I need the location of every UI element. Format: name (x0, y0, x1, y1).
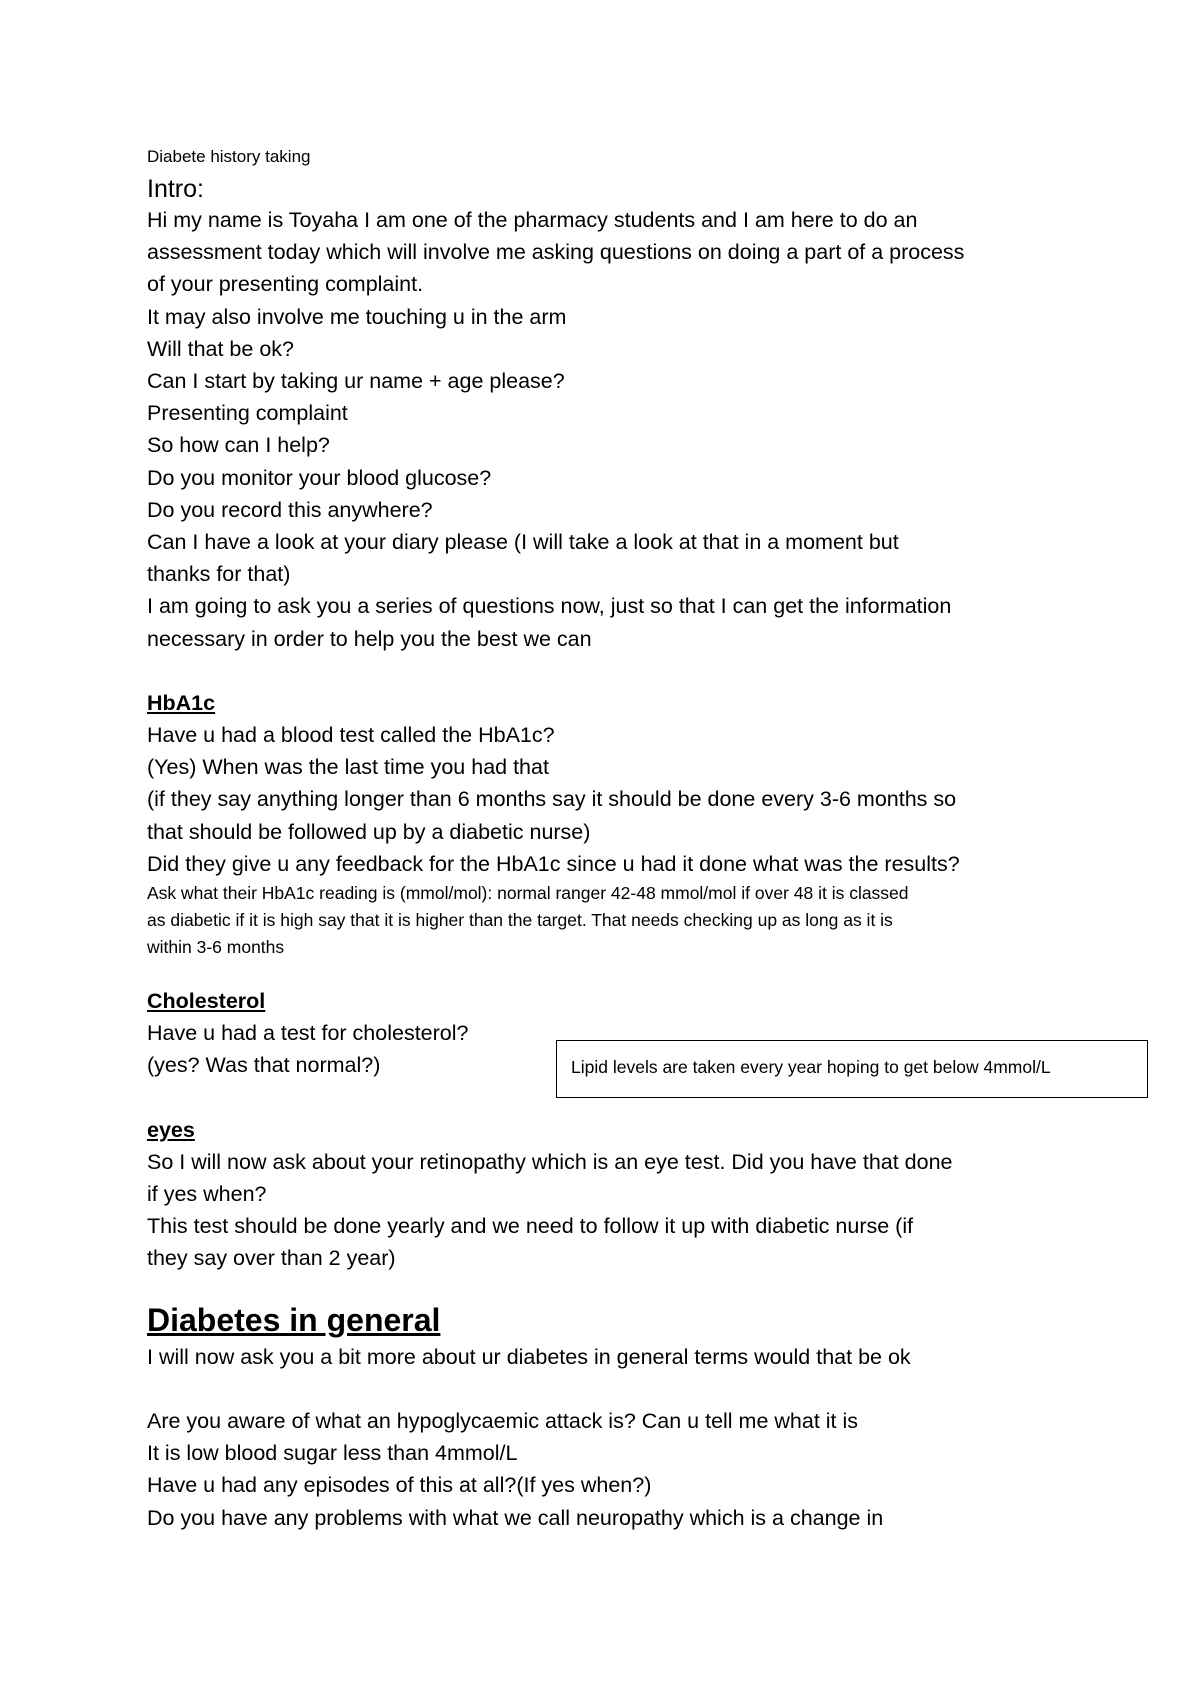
hba1c-line: Did they give u any feedback for the HbA1c since u had it done what was the results? (147, 851, 960, 876)
hba1c-section (147, 687, 1077, 961)
document-page (147, 146, 1077, 1534)
intro-line: thanks for that) (147, 562, 291, 587)
eyes-heading: eyes (147, 1117, 195, 1142)
general-section (147, 1299, 1077, 1534)
intro-line: Can I start by taking ur name + age please? (147, 369, 565, 394)
general-heading: Diabetes in general (147, 1301, 441, 1338)
hba1c-line: (Yes) When was the last time you had that (147, 755, 549, 780)
lipid-note-box: Lipid levels are taken every year hoping to get below 4mmol/L (556, 1040, 1148, 1098)
intro-line: I am going to ask you a series of questions now, just so that I can get the information (147, 594, 952, 619)
intro-line: necessary in order to help you the best we can (147, 626, 592, 651)
intro-section (147, 204, 1077, 655)
general-intro: I will now ask you a bit more about ur diabetes in general terms would that be ok (147, 1344, 911, 1369)
general-line: Do you have any problems with what we call neuropathy which is a change in (147, 1505, 884, 1530)
spacer (147, 1275, 1077, 1299)
hba1c-note-line: Ask what their HbA1c reading is (mmol/mol): normal ranger 42-48 mmol/mol if over 48 it is classed (147, 883, 909, 904)
hba1c-line: (if they say anything longer than 6 months say it should be done every 3-6 months so (147, 787, 957, 812)
intro-line: assessment today which will involve me asking questions on doing a part of a process (147, 240, 965, 265)
eyes-line: they say over than 2 year) (147, 1246, 396, 1271)
intro-line: of your presenting complaint. (147, 272, 424, 297)
general-line: Have u had any episodes of this at all?(If yes when?) (147, 1473, 652, 1498)
hba1c-heading: HbA1c (147, 690, 216, 715)
intro-heading: Intro: (147, 175, 204, 203)
eyes-line: This test should be done yearly and we need to follow it up with diabetic nurse (if (147, 1214, 914, 1239)
spacer (147, 961, 1077, 985)
intro-line: Can I have a look at your diary please (I will take a look at that in a moment but (147, 530, 899, 555)
intro-line: It may also involve me touching u in the arm (147, 304, 567, 329)
document-title: Diabete history taking (147, 147, 311, 166)
intro-line: Hi my name is Toyaha I am one of the pharmacy students and I am here to do an (147, 208, 918, 232)
eyes-line: So I will now ask about your retinopathy which is an eye test. Did you have that done (147, 1149, 953, 1174)
cholesterol-line: (yes? Was that normal?) (147, 1053, 381, 1078)
hba1c-note-line: as diabetic if it is high say that it is higher than the target. That needs checking up as long as it is (147, 910, 893, 931)
intro-line: Do you record this anywhere? (147, 497, 433, 522)
intro-line: So how can I help? (147, 433, 330, 458)
cholesterol-heading: Cholesterol (147, 989, 266, 1014)
cholesterol-line: Have u had a test for cholesterol? (147, 1021, 469, 1046)
eyes-section (147, 1114, 1077, 1275)
hba1c-line: that should be followed up by a diabetic nurse) (147, 819, 591, 844)
spacer (147, 655, 1077, 687)
general-line: Are you aware of what an hypoglycaemic attack is? Can u tell me what it is (147, 1408, 859, 1433)
intro-line: Will that be ok? (147, 336, 294, 361)
spacer (147, 1373, 1077, 1405)
general-line: It is low blood sugar less than 4mmol/L (147, 1441, 518, 1466)
intro-line: Presenting complaint (147, 401, 348, 426)
hba1c-note-line: within 3-6 months (147, 937, 285, 958)
intro-line: Do you monitor your blood glucose? (147, 465, 492, 490)
hba1c-line: Have u had a blood test called the HbA1c? (147, 723, 555, 748)
eyes-line: if yes when? (147, 1182, 267, 1207)
